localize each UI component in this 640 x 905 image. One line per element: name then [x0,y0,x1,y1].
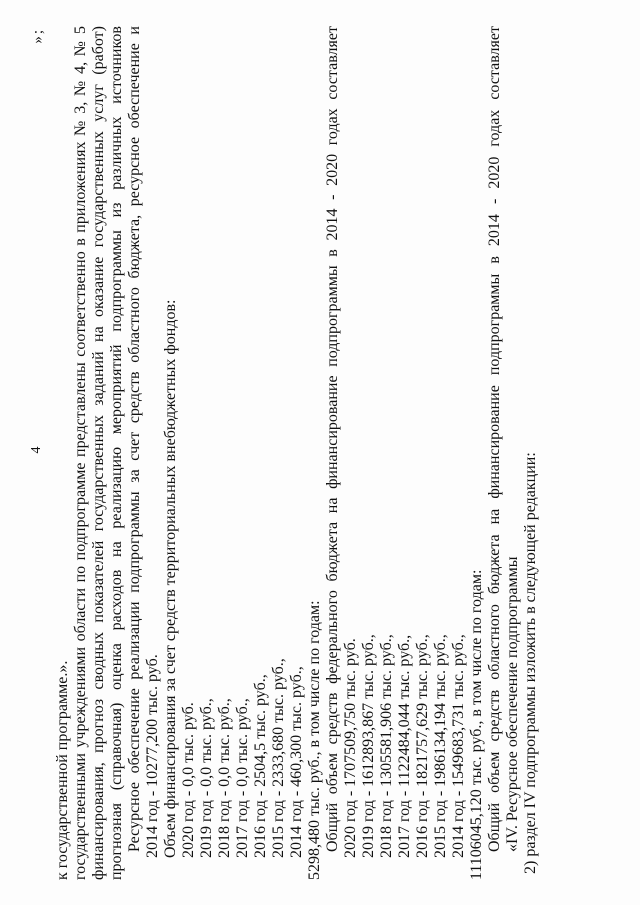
extrabudgetary-line1: Объем финансирования за счет средств территориальных внебюджетных фондов: [162,299,179,858]
closing-line1: Ресурсное обеспечение реализации подпрограммы за счет средств областного бюджета, ресурсное обеспечение и [126,26,143,852]
federal-year-2014: 2014 год - 460,300 тыс. руб., [288,666,305,858]
regional-year-2018: 2018 год - 1305581,906 тыс. руб., [378,634,395,858]
federal-budget-paragraph-line2: 5298,480 тыс. руб., в том числе по годам: [306,600,323,880]
section-title: «IV. Ресурсное обеспечение подпрограммы [504,556,521,852]
regional-budget-paragraph-line2: 11106045,120 тыс. руб., в том числе по годам: [468,569,485,880]
extrabudgetary-line2: 2014 год - 10277,200 тыс. руб. [144,654,161,858]
federal-budget-paragraph-line1: Общий объем средств федерального бюджета на финансирование подпрограммы в 2014 - 2020 годах составляет [324,26,341,852]
corner-mark: »; [30,28,46,44]
federal-year-2015: 2015 год - 2333,680 тыс. руб., [270,658,287,858]
closing-line5: к государственной программе.». [54,660,71,880]
closing-line3: финансирования, прогноз сводных показателей государственных заданий на оказание государственных услуг (работ) [90,26,107,880]
federal-year-2018: 2018 год - 0,0 тыс. руб., [216,698,233,858]
federal-year-2019: 2019 год - 0,0 тыс. руб., [198,698,215,858]
federal-year-2020: 2020 год - 0,0 тыс. руб. [180,702,197,858]
regional-year-2017: 2017 год - 1122484,044 тыс. руб., [396,634,413,858]
regional-year-2019: 2019 год - 1612893,867 тыс. руб., [360,634,377,858]
regional-year-2015: 2015 год - 1986134,194 тыс. руб., [432,634,449,858]
rotated-text-block [30,20,590,880]
regional-year-2020: 2020 год - 1707509,750 тыс. руб. [342,638,359,858]
page-number: 4 [29,446,44,454]
closing-line2: прогнозная (справочная) оценка расходов на реализацию мероприятий подпрограммы из различных источников [108,26,125,880]
closing-line4: государственными учреждениями области по подпрограмме представлены соответственно в приложениях № 3, № 4, № 5 [72,26,89,880]
regional-budget-paragraph-line1: Общий объем средств областного бюджета на финансирование подпрограммы в 2014 - 2020 годах составляет [486,26,503,852]
federal-year-2017: 2017 год - 0,0 тыс. руб., [234,698,251,858]
text-block [30,20,590,880]
regional-year-2016: 2016 год - 1821757,629 тыс. руб., [414,634,431,858]
intro-line: 2) раздел IV подпрограммы изложить в следующей редакции: [522,452,539,874]
regional-year-2014: 2014 год - 1549683,731 тыс. руб., [450,634,467,858]
federal-year-2016: 2016 год - 2504,5 тыс. руб., [252,674,269,858]
